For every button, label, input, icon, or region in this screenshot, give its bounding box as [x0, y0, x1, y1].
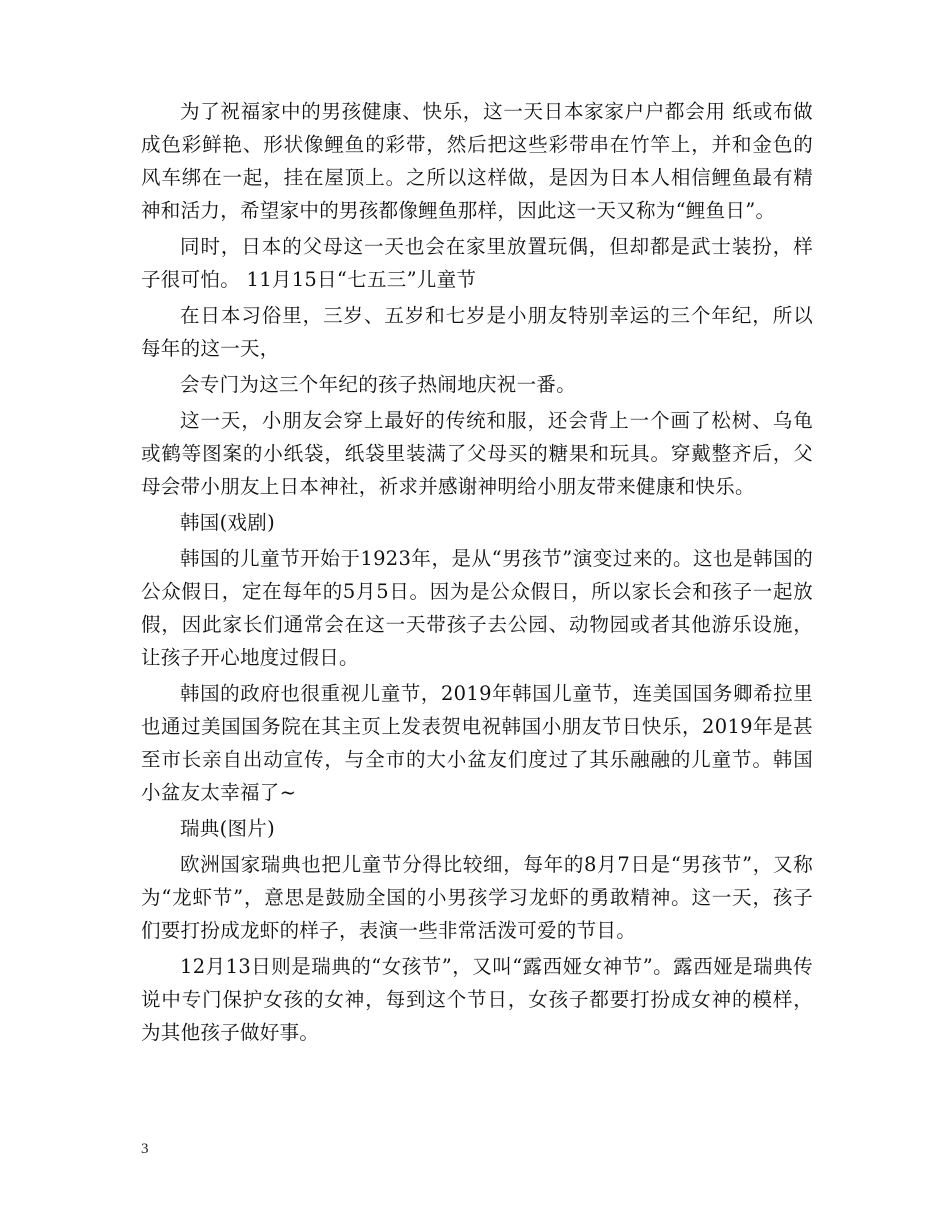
- paragraph-celebration: 会专门为这三个年纪的孩子热闹地庆祝一番。: [180, 373, 577, 396]
- section-heading-korea: 韩国(戏剧): [180, 511, 276, 534]
- paragraph-korea-government: 韩国的政府也很重视儿童节，2019年韩国儿童节，连美国国务卿希拉里也通过美国国务院在其主页上发表贺电祝韩国小朋友节日快乐，2019年是甚至市长亲自出动宣传，与全市的大小盆友们度过了其乐融融的儿童节。韩国小盆友太幸福了~: [141, 682, 813, 804]
- page-number: 3: [141, 1141, 149, 1157]
- paragraph-carp-day: 为了祝福家中的男孩健康、快乐，这一天日本家家户户都会用 纸或布做成色彩鲜艳、形状像鲤鱼的彩带，然后把这些彩带串在竹竿上，并和金色的风车绑在一起，挂在屋顶上。之所以这样做，是因为日本人相信鲤鱼最有精神和活力，希望家中的男孩都像鲤鱼那样，因此这一天又称为“鲤鱼日”。: [141, 100, 813, 222]
- paragraph-lobster-day: 欧洲国家瑞典也把儿童节分得比较细，每年的8月7日是“男孩节”，又称为“龙虾节”，意思是鼓励全国的小男孩学习龙虾的勇敢精神。这一天，孩子们要打扮成龙虾的样子，表演一些非常活泼可爱的节目。: [141, 853, 813, 942]
- paragraph-kimono: 这一天，小朋友会穿上最好的传统和服，还会背上一个画了松树、乌龟或鹤等图案的小纸袋，纸袋里装满了父母买的糖果和玩具。穿戴整齐后，父母会带小朋友上日本神社，祈求并感谢神明给小朋友带来健康和快乐。: [141, 409, 813, 498]
- document-body: [141, 95, 813, 1052]
- section-heading-sweden: 瑞典(图片): [180, 817, 276, 840]
- paragraph-korea-origin: 韩国的儿童节开始于1923年，是从“男孩节”演变过来的。这也是韩国的公众假日，定在每年的5月5日。因为是公众假日，所以家长会和孩子一起放假，因此家长们通常会在这一天带孩子去公园、动物园或者其他游乐设施，让孩子开心地度过假日。: [141, 547, 813, 669]
- paragraph-lucky-ages: 在日本习俗里，三岁、五岁和七岁是小朋友特别幸运的三个年纪，所以每年的这一天，: [141, 304, 813, 360]
- paragraph-lucia-day: 12月13日则是瑞典的“女孩节”，又叫“露西娅女神节”。露西娅是瑞典传说中专门保护女孩的女神，每到这个节日，女孩子都要打扮成女神的模样，为其他孩子做好事。: [141, 955, 813, 1044]
- paragraph-samurai-dolls: 同时，日本的父母这一天也会在家里放置玩偶，但却都是武士装扮，样子很可怕。 11月15日“七五三”儿童节: [141, 235, 813, 291]
